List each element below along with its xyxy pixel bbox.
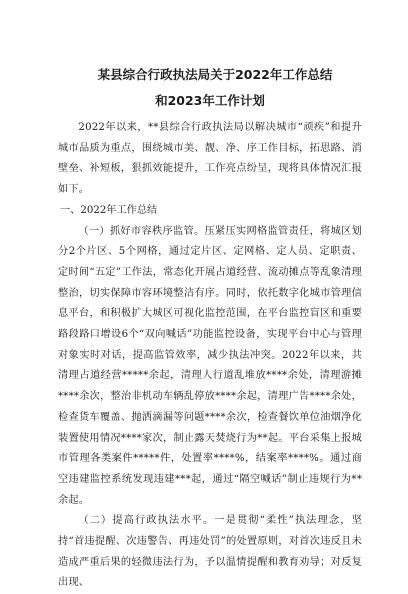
document-title-line1: 某县综合行政执法局关于2022年工作总结	[97, 67, 333, 82]
paragraph-law-enforcement: （二）提高行政执法水平。一是贯彻“柔性”执法理念，坚持“首违提醒、次违警告、再违处罚”的处置原则，对首次违反且未造成严重后果的轻微违法行为，予以温情提醒和教育劝导；对反复出现、	[58, 515, 362, 589]
section-heading-summary: 一、2022年工作总结	[60, 204, 158, 216]
intro-paragraph: 2022年以来，**县综合行政执法局以解决城市“顽疾”和提升城市品质为重点，围绕城市美、靓、净、序工作目标，拓思路、消壁垒、补短板，狠抓效能提升，工作亮点纷呈，现将具体情况汇报如下。	[58, 122, 362, 196]
document-title-line2: 和2023年工作计划	[155, 93, 265, 108]
paragraph-market-supervision: （一）抓好市容秩序监管。压紧压实网格监管责任，将城区划分2个片区、5个网格，通过定片区、定网格、定人员、定职责、定时间“五定”工作法，常态化开展占道经营、流动摊点等乱象清理整治，切实保障市容环境整洁有序。同时，依托数字化城市管理信息平台，和积极扩大城区可视化监控范围，在平台监控盲区和重要路段路口增设6个“双向喊话”功能监控设备，实现平台中心与管理对象实时对话，提高监管效率，减少执法冲突。2022年以来，共清理占道经营*****余起，清理人行道乱堆放****余处，清理游摊****余次，整治非机动车辆乱停放****余起，清理广告****余处，检查货车覆盖、抛洒滴漏等问题****余次，检查餐饮单位油烟净化装置使用情况****家次，制止露天焚烧行为**起。平台采集上报城市管理各类案件*****件，处置率****%，结案率****%。通过商空违建监控系统发现违建***起，通过“隔空喊话”制止违规行为**余起。	[58, 225, 362, 506]
